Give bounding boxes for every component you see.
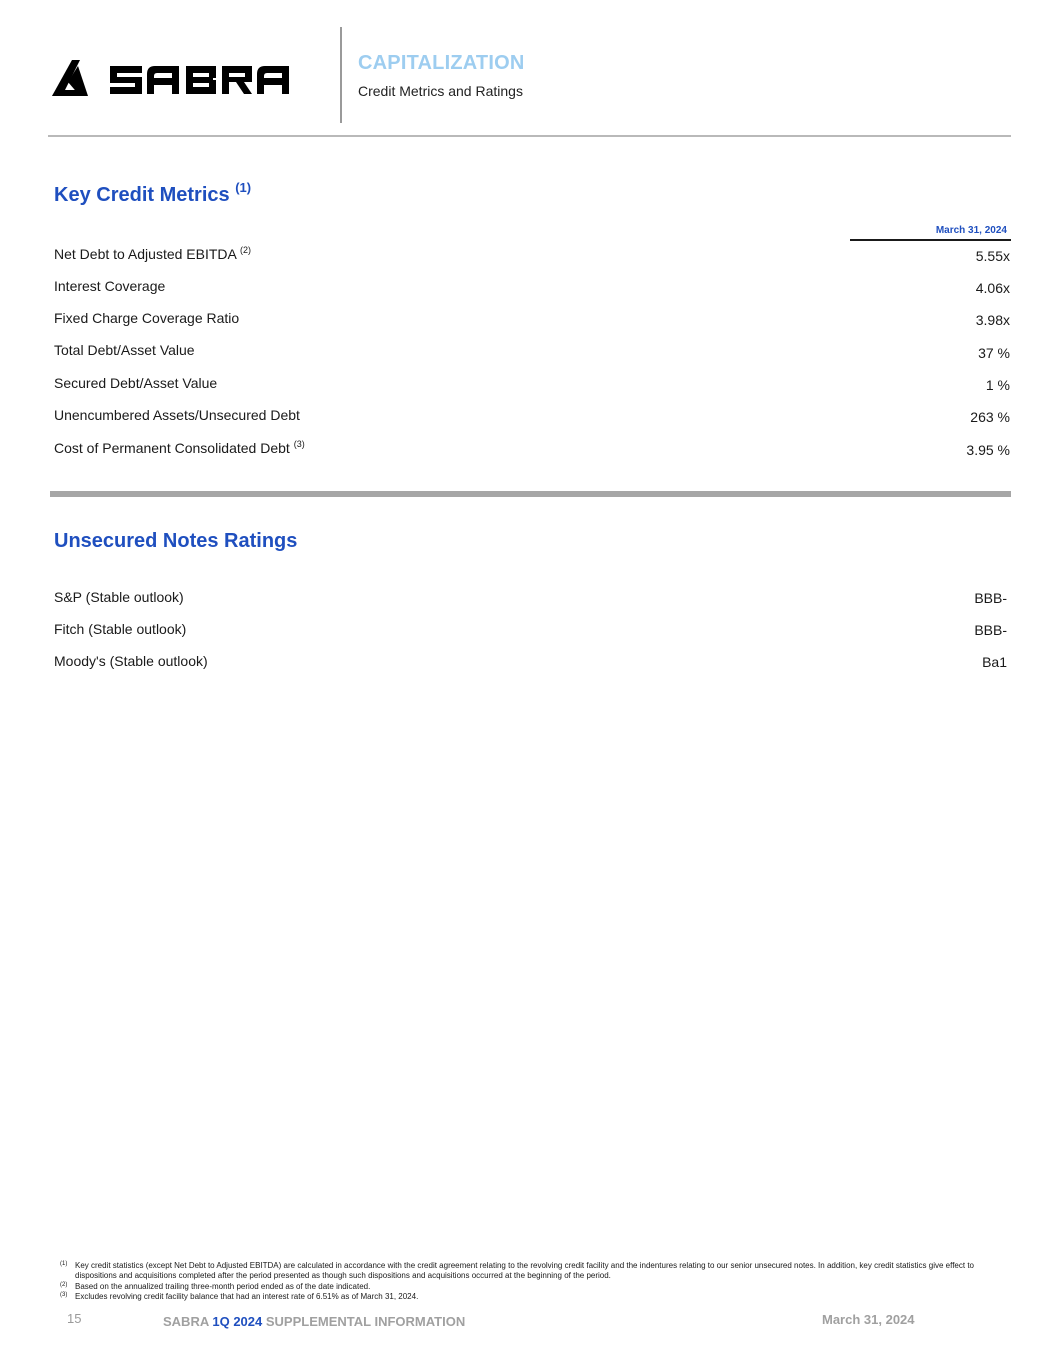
rating-label: Fitch (Stable outlook) [54, 621, 187, 637]
key-credit-metrics-title [54, 180, 251, 207]
key-credit-metrics-title-note: (1) [235, 180, 252, 195]
metric-label: Secured Debt/Asset Value [54, 375, 218, 391]
footnote [60, 1261, 1000, 1283]
metric-value: 1 % [985, 377, 1010, 393]
rating-value: BBB- [974, 622, 1007, 638]
metric-note: (3) [293, 439, 305, 449]
section-separator [50, 491, 1011, 497]
footnote-mark: (1) [60, 1261, 68, 1267]
footer-doc-name: SUPPLEMENTAL INFORMATION [265, 1314, 466, 1329]
footnote-text: Excludes revolving credit facility balance that had an interest rate of 6.51% as of March 31, 2024. [75, 1292, 419, 1301]
metric-label: Interest Coverage [54, 278, 166, 294]
rating-value: Ba1 [982, 654, 1007, 670]
metric-value: 4.06x [975, 280, 1010, 296]
footnote [60, 1292, 1000, 1302]
rating-value: BBB- [974, 590, 1007, 606]
footnote [60, 1282, 1000, 1292]
header-rule [48, 135, 1011, 137]
section-subtitle: Credit Metrics and Ratings [358, 83, 523, 99]
footnote-mark: (3) [60, 1292, 68, 1298]
metric-value: 37 % [978, 345, 1010, 361]
rating-label: Moody's (Stable outlook) [54, 653, 208, 669]
key-credit-metrics-title-text: Key Credit Metrics [54, 184, 230, 206]
metric-label: Fixed Charge Coverage Ratio [54, 310, 240, 326]
metric-value: 3.95 % [966, 442, 1010, 458]
footnote-text: Key credit statistics (except Net Debt to Adjusted EBITDA) are calculated in accordance with the credit agreement relating to the revolving credit facility and the indentures relating to our senior unsecured notes. In addition, key credit statistics give effect to dispositions and acquisitions completed after the period presented as though such dispositions and acquisitions occurred at the beginning of the period. [75, 1261, 974, 1280]
metric-value: 3.98x [975, 312, 1010, 328]
metric-label: Unencumbered Assets/Unsecured Debt [54, 407, 300, 423]
metric-label [54, 439, 305, 456]
metric-note: (2) [240, 245, 251, 255]
footer-period: 1Q 2024 [212, 1314, 263, 1329]
column-header-date: March 31, 2024 [935, 225, 1007, 236]
unsecured-notes-ratings-title: Unsecured Notes Ratings [54, 530, 298, 552]
header-divider [340, 27, 342, 123]
metric-label: Total Debt/Asset Value [54, 342, 195, 358]
sabra-logo [52, 52, 297, 100]
metric-label-text: Net Debt to Adjusted EBITDA [54, 246, 237, 262]
section-label: CAPITALIZATION [358, 52, 525, 74]
footer-title [163, 1314, 465, 1329]
footer-date: March 31, 2024 [822, 1312, 915, 1327]
footnote-mark: (2) [60, 1282, 68, 1288]
metric-value: 263 % [970, 409, 1010, 425]
footnote-text: Based on the annualized trailing three-month period ended as of the date indicated. [75, 1282, 371, 1291]
column-header-rule [850, 239, 1011, 241]
footer-brand: SABRA [163, 1314, 209, 1329]
metric-label [54, 245, 251, 262]
page-number: 15 [67, 1311, 82, 1326]
metric-label-text: Cost of Permanent Consolidated Debt [54, 440, 290, 456]
metric-value: 5.55x [975, 248, 1010, 264]
rating-label: S&P (Stable outlook) [54, 589, 184, 605]
